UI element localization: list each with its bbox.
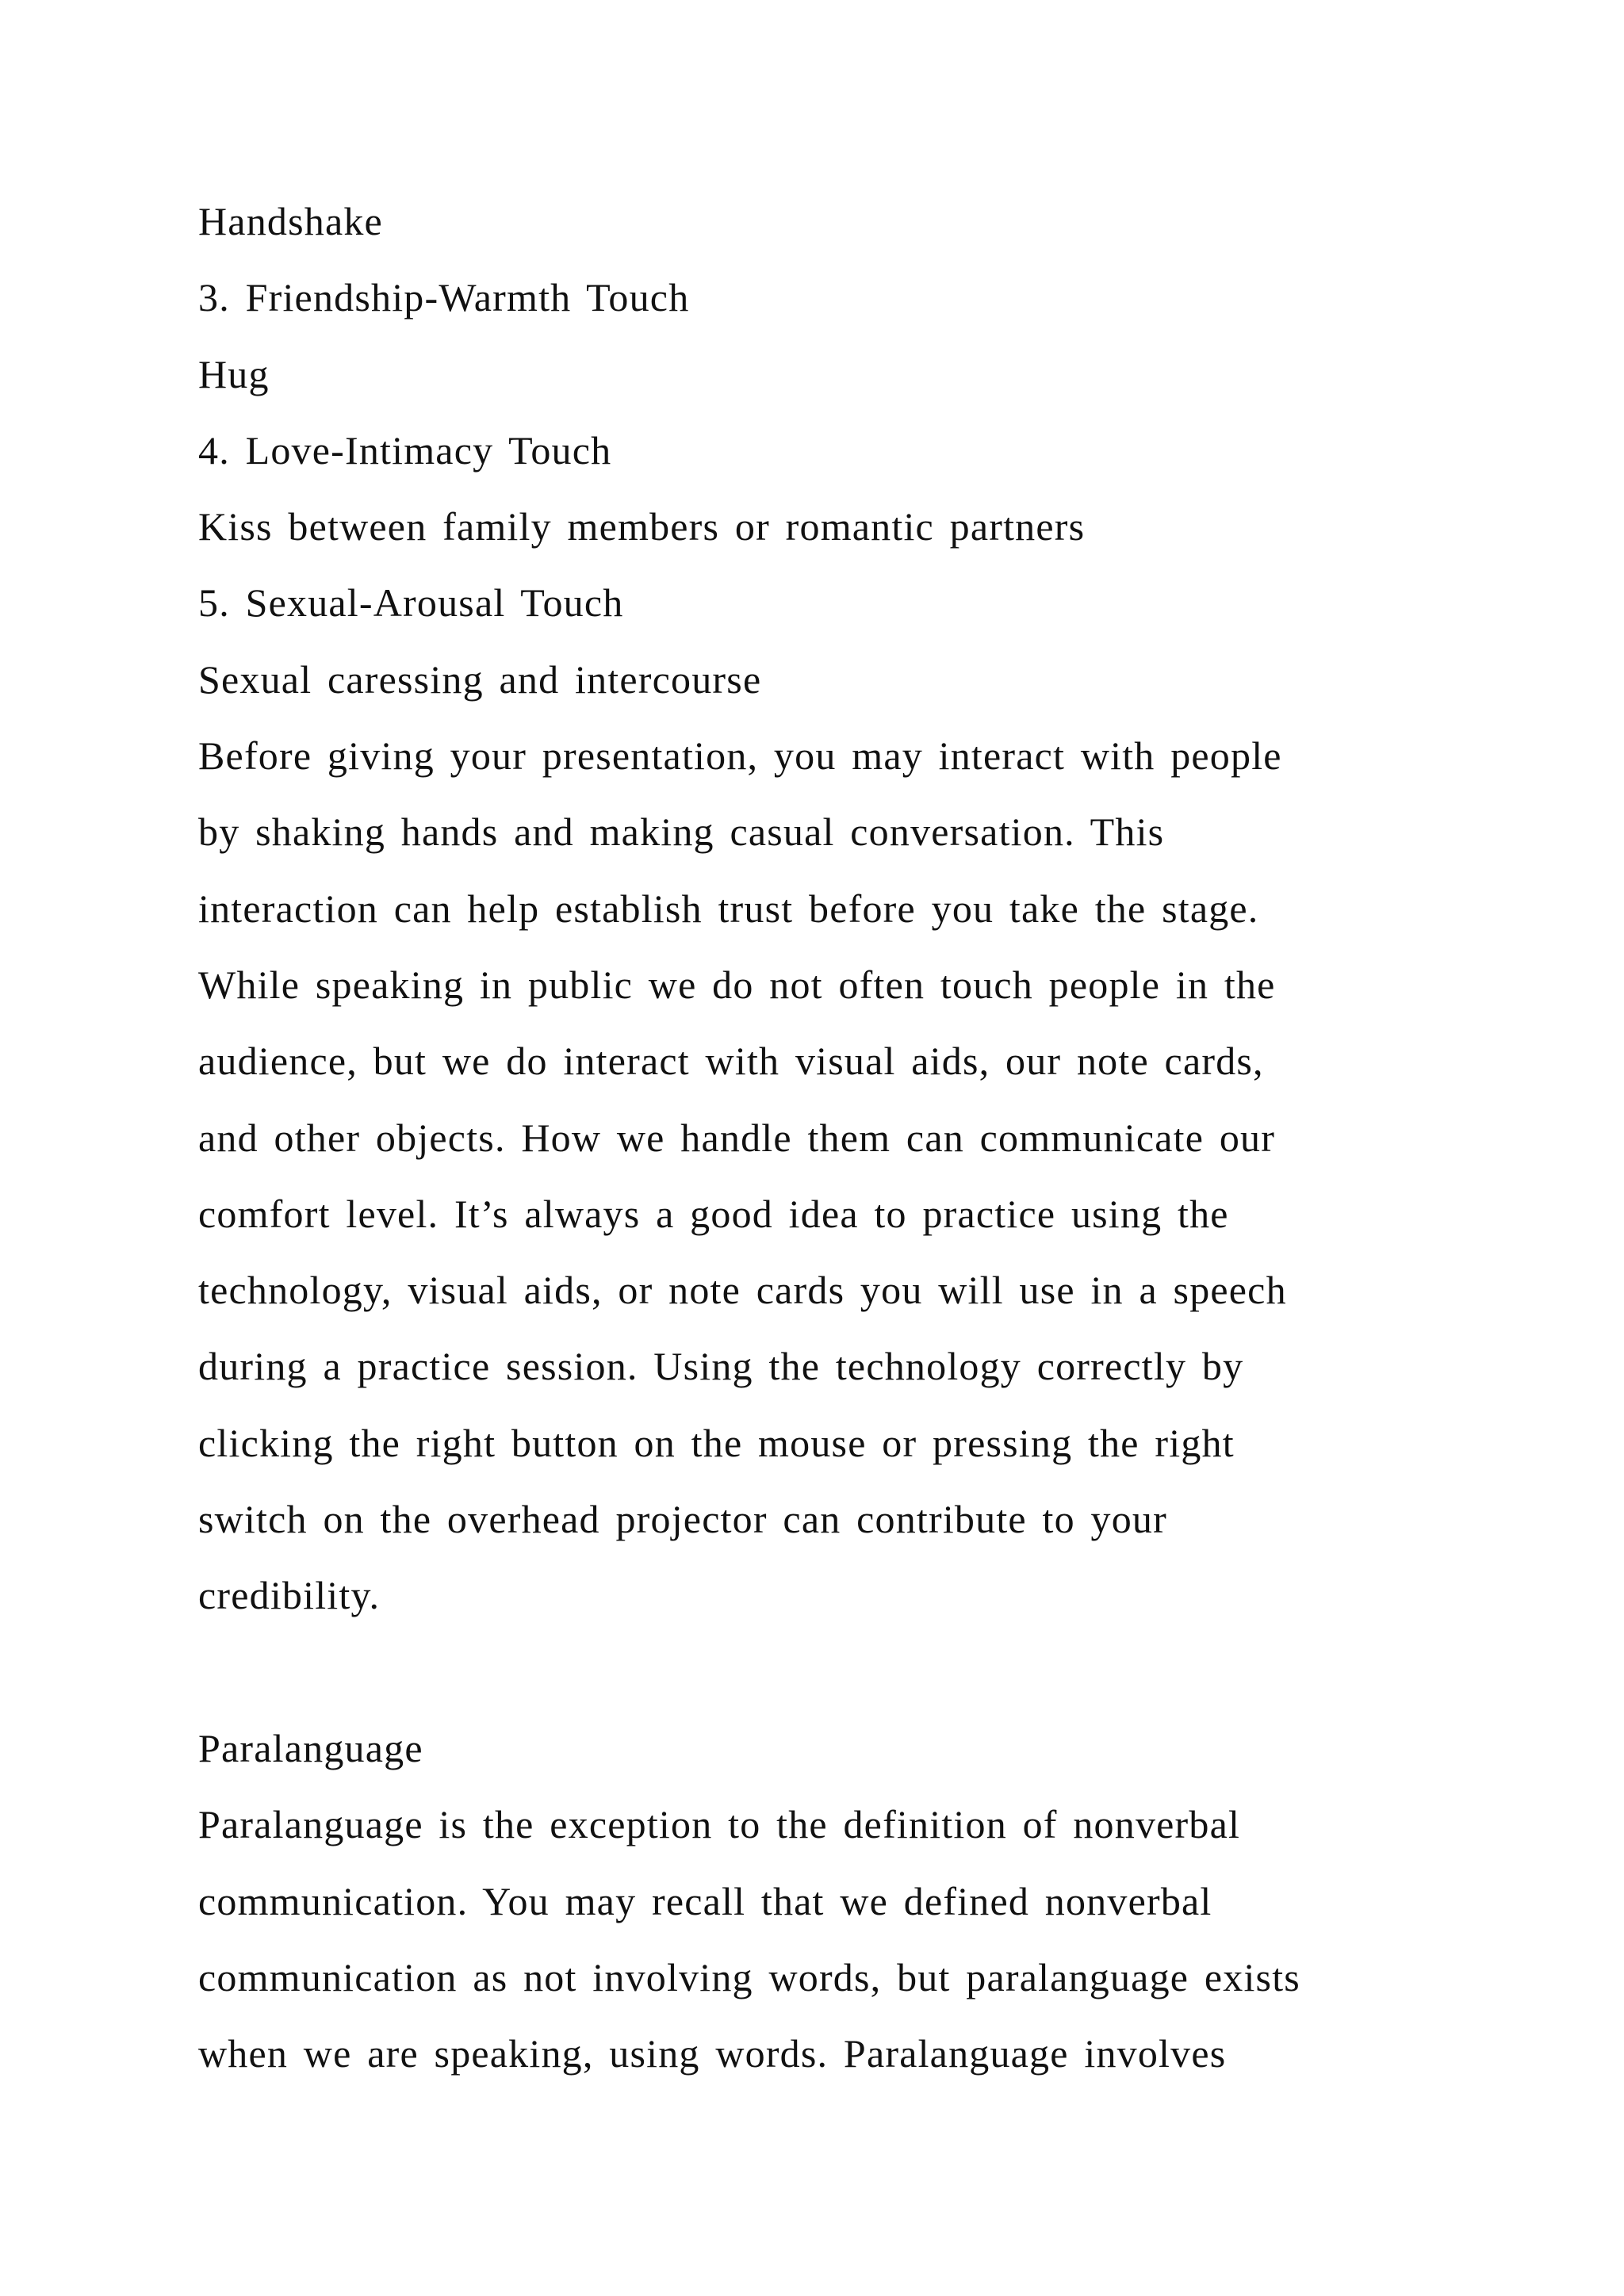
paragraph-line: switch on the overhead projector can contribute to your [198,1497,1167,1542]
paragraph-line: interaction can help establish trust before you take the stage. [198,886,1259,931]
list-item-hug: Hug [198,351,270,396]
list-heading-friendship-warmth: 3. Friendship-Warmth Touch [198,275,690,320]
paragraph-line: communication. You may recall that we defined nonverbal [198,1878,1212,1923]
document-text [198,192,1483,2100]
paragraph-line: audience, but we do interact with visual aids, our note cards, [198,1039,1264,1084]
section-heading-paralanguage: Paralanguage [198,1725,423,1770]
paragraph-line: clicking the right button on the mouse or pressing the right [198,1420,1235,1465]
blank-line [198,1643,1483,1719]
paragraph-line: credibility. [198,1573,381,1618]
paragraph-line: comfort level. It’s always a good idea to practice using the [198,1191,1229,1236]
list-item-kiss: Kiss between family members or romantic partners [198,504,1086,549]
paragraph-line: Paralanguage is the exception to the definition of nonverbal [198,1802,1241,1847]
list-heading-sexual-arousal: 5. Sexual-Arousal Touch [198,580,624,626]
list-heading-love-intimacy: 4. Love-Intimacy Touch [198,427,612,473]
paragraph-line: technology, visual aids, or note cards you will use in a speech [198,1268,1287,1313]
paragraph-line: and other objects. How we handle them can communicate our [198,1115,1276,1160]
paragraph-line: communication as not involving words, but paralanguage exists [198,1954,1300,1999]
paragraph-line: during a practice session. Using the technology correctly by [198,1344,1244,1389]
paragraph-line: by shaking hands and making casual conversation. This [198,809,1165,855]
paragraph-line: when we are speaking, using words. Paralanguage involves [198,2031,1227,2076]
paragraph-line: Before giving your presentation, you may interact with people [198,733,1282,779]
list-item-sexual-caressing: Sexual caressing and intercourse [198,656,762,702]
paragraph-line: While speaking in public we do not often touch people in the [198,962,1276,1007]
list-item-handshake: Handshake [198,199,383,243]
